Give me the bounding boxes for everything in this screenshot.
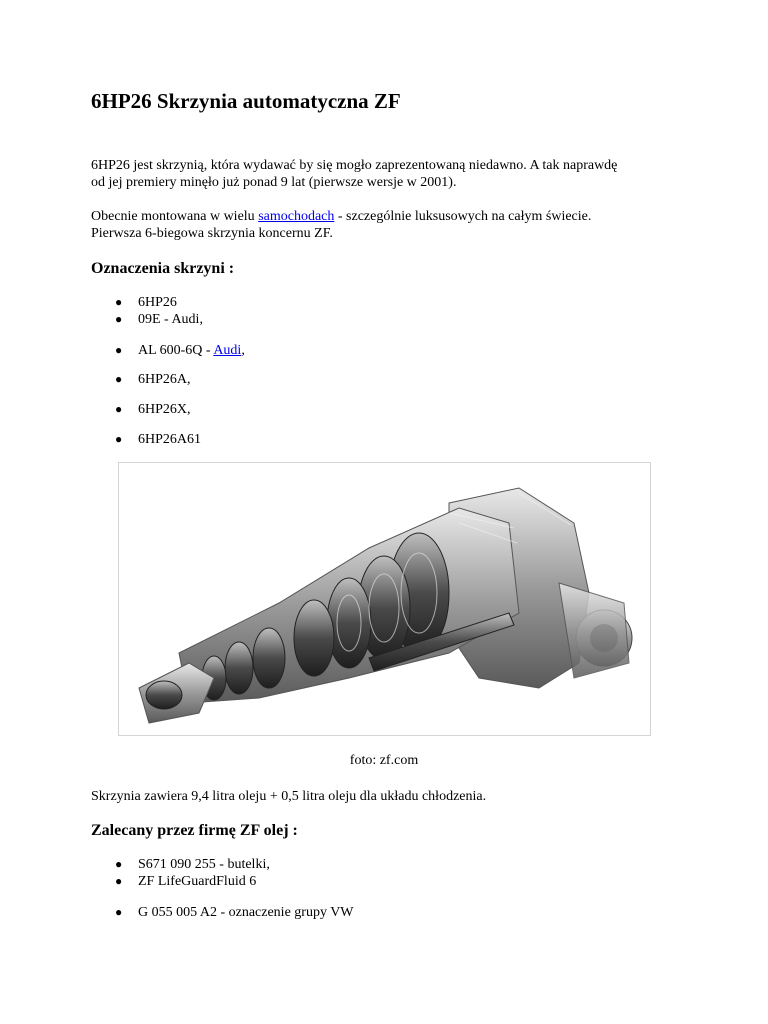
bullet-icon: ● [115,312,123,326]
intro-paragraph [91,157,711,191]
document-page: 6HP26 Skrzynia automatyczna ZF 6HP26 jest skrzynią, która wydawać by się mogło zaprezentowaną niedawno. A tak naprawdę od jej premiery minęło już ponad 9 lat (pierwsze wersje w 2001). Obecnie montowana w wielu samochodach - szczególnie luksusowych na całym świecie. Pierwsza 6-biegowa skrzynia koncernu ZF. Oznaczenia skrzyni : ● 6HP26 ● 09E - Audi, ● AL 600-6Q - Audi, ● 6HP26A, ● 6HP26X, ● 6HP26A61 foto: zf.com Skrzynia zawiera 9,4 litra oleju + 0,5 litra oleju dla układu chłodzenia. Zalecany przez firmę ZF olej : ● S671 090 255 - butelki, ● ZF LifeGuardFluid 6 ● G 055 005 A2 - oznaczenie grupy VW [0,0,768,1024]
audi-link[interactable]: Audi [213,343,242,358]
page-title: 6HP26 Skrzynia automatyczna ZF [91,89,401,113]
designations-heading: Oznaczenia skrzyni : [91,260,235,277]
bullet-icon: ● [115,343,123,357]
mounting-line-2: Pierwsza 6-biegowa skrzynia koncernu ZF. [91,226,333,241]
bullet-icon: ● [115,874,123,888]
bullet-icon: ● [115,432,123,446]
mounting-paragraph [91,208,711,242]
bullet-icon: ● [115,372,123,386]
bullet-icon: ● [115,857,123,871]
mounting-suffix: - szczególnie luksusowych na całym świecie. [334,209,592,224]
bullet-icon: ● [115,295,123,309]
recommended-oil-heading: Zalecany przez firmę ZF olej : [91,822,298,839]
bullet-icon: ● [115,905,123,919]
oil-capacity-text: Skrzynia zawiera 9,4 litra oleju + 0,5 litra oleju dla układu chłodzenia. [91,789,487,804]
transmission-cutaway-image [119,463,650,735]
samochodach-link[interactable]: samochodach [258,209,335,224]
bullet-icon: ● [115,402,123,416]
mounting-prefix: Obecnie montowana w wielu [91,209,259,224]
intro-line-2: od jej premiery minęło już ponad 9 lat (pierwsze wersje w 2001). [91,175,457,190]
intro-line-1: 6HP26 jest skrzynią, która wydawać by się mogło zaprezentowaną niedawno. A tak naprawdę [91,158,618,173]
transmission-photo [118,462,651,736]
photo-caption: foto: zf.com [349,753,419,768]
